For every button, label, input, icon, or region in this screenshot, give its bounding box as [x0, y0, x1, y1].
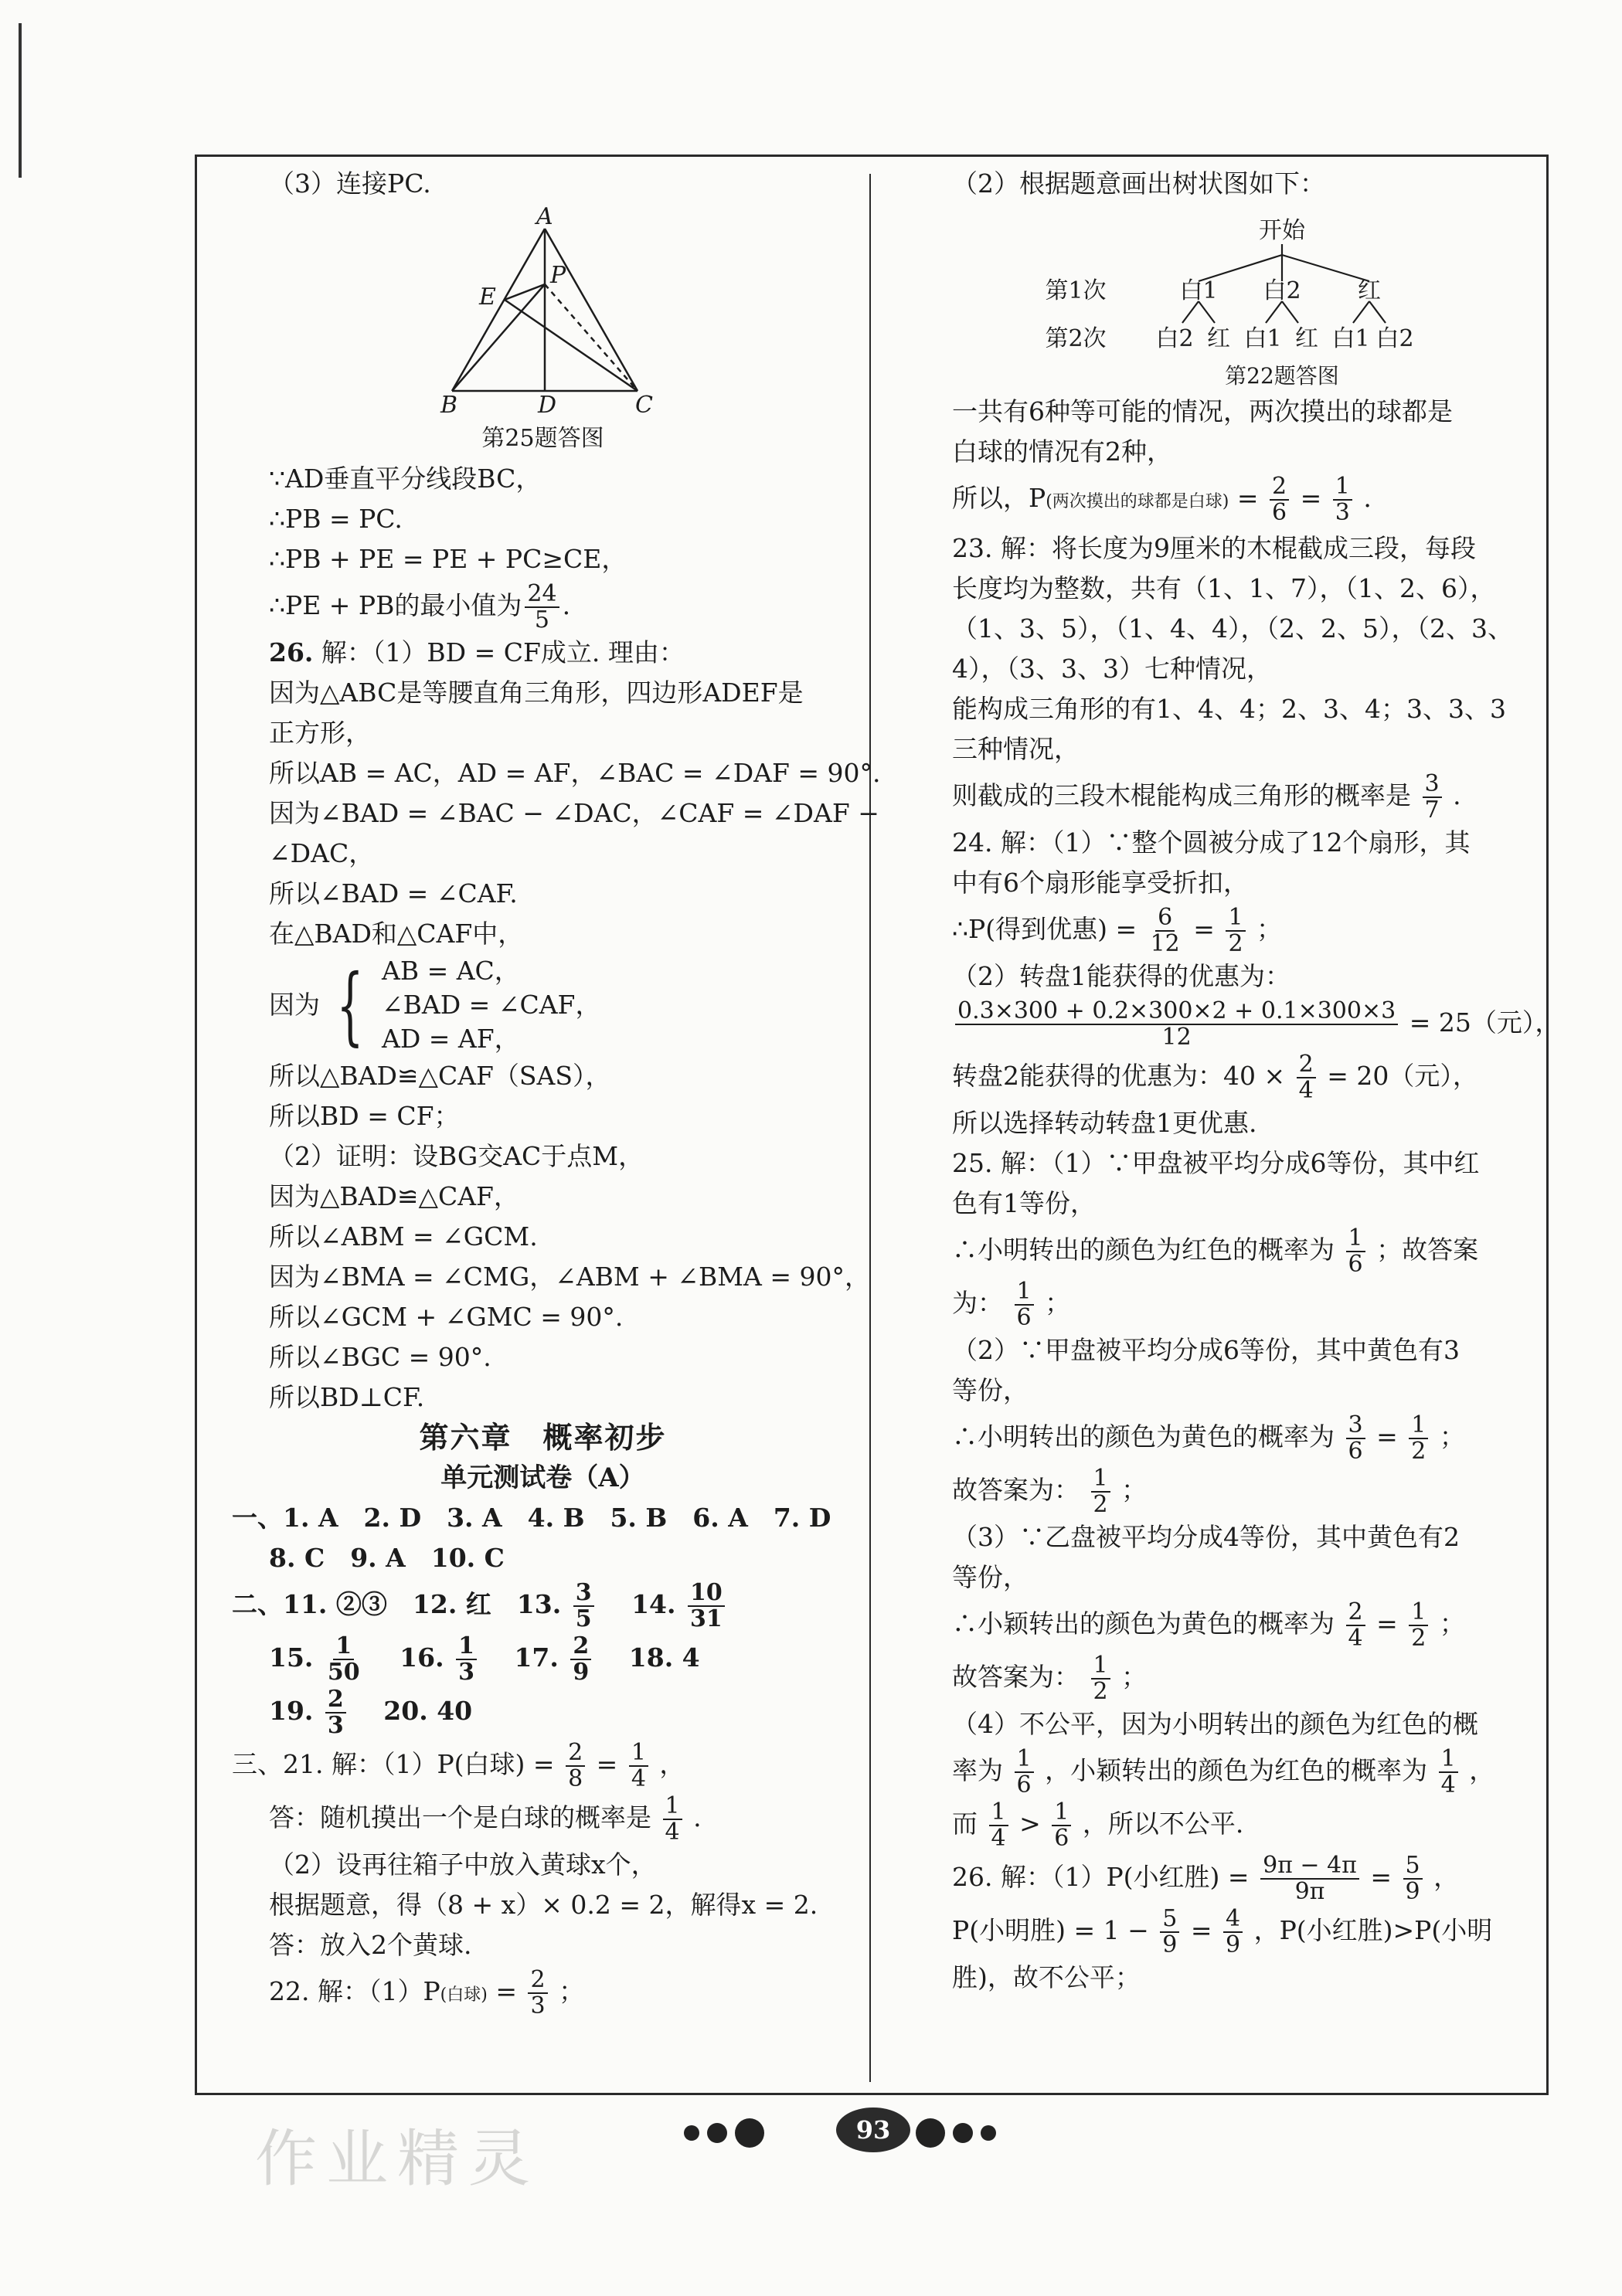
answer-line: 8. C 9. A 10. C: [269, 1543, 505, 1573]
tree-node: 红: [1207, 325, 1230, 352]
tree-start: 开始: [1259, 217, 1305, 244]
binding-mark: [19, 23, 22, 178]
text-line: 在△BAD和△CAF中，: [269, 919, 524, 949]
text-line: 长度均为整数，共有（1、1、7），（1、2、6），: [952, 573, 1496, 603]
decorative-dots-left: [684, 2118, 764, 2148]
tree-node: 白1: [1179, 277, 1218, 304]
text-line: 因为∠BMA = ∠CMG，∠ABM + ∠BMA = 90°，: [269, 1262, 870, 1292]
answer-line: 二、11. ②③ 12. 红 13. $\frac{3}{5}$ 14. $\frac{10}{31}$: [232, 1578, 854, 1632]
text-line: （2）证明：设BG交AC于点M，: [269, 1141, 644, 1171]
text-line: （2）∵甲盘被平均分成6等份，其中黄色有3: [952, 1335, 1460, 1365]
dot-icon: [707, 2123, 727, 2143]
text-line: 因为∠BAD = ∠BAC − ∠DAC，∠CAF = ∠DAF −: [269, 798, 879, 828]
text-line: 23. 解：将长度为9厘米的木棍截成三段，每段: [952, 533, 1476, 563]
tree-node: 红: [1295, 325, 1318, 352]
text-line: 答：放入2个黄球.: [269, 1930, 472, 1960]
segment-ec: [505, 300, 638, 391]
answer-line: $\frac{0.3\times 300 + 0.2\times 300\times 2 + 0.1\times 300\times 3}{12}$ = 25（元），: [952, 997, 1532, 1050]
text-line: 根据题意，得（8 + x）× 0.2 = 2，解得x = 2.: [269, 1890, 818, 1920]
text-line: （4）不公平，因为小明转出的颜色为红色的概: [952, 1709, 1478, 1739]
text-line: （2）转盘1能获得的优惠为：: [952, 961, 1290, 991]
decorative-dots-right: [916, 2118, 996, 2148]
text-line: 色有1等份，: [952, 1188, 1096, 1218]
text-line: 白球的情况有2种，: [952, 436, 1172, 467]
text-line: 所以∠GCM + ∠GMC = 90°.: [269, 1302, 624, 1332]
side-ac: [545, 229, 638, 391]
dot-icon: [916, 2118, 945, 2148]
tree-node: 白2: [1375, 325, 1414, 352]
dot-icon: [981, 2125, 996, 2141]
answer-line: ∴小颖转出的颜色为黄色的概率为 $\frac{2}{4}$ = $\frac{1}{2}$ ；: [952, 1598, 1465, 1652]
text-line: 胜)，故不公平；: [952, 1962, 1141, 1992]
tree-node: 白2: [1155, 325, 1194, 352]
answer-line: 率为 $\frac{1}{6}$ ，小颖转出的颜色为红色的概率为 $\frac{1}{4}$ ，: [952, 1745, 1495, 1798]
text-line: 所以∠BGC = 90°.: [269, 1342, 491, 1372]
tree-node: 白2: [1263, 277, 1301, 304]
text-line: 一共有6种等可能的情况，两次摸出的球都是: [952, 396, 1453, 426]
left-column: [232, 164, 881, 2022]
text-line: （1、3、5），（1、4、4），（2、2、5），（2、3、: [952, 613, 1513, 644]
text-line: ∴PE + PB的最小值为 $\frac{24}{5}$ .: [269, 580, 571, 633]
tree-branch: [1199, 301, 1215, 323]
answer-line: ∴小明转出的颜色为红色的概率为 $\frac{1}{6}$ ；故答案: [952, 1224, 1479, 1278]
figure-25-triangle: [232, 207, 854, 416]
tree-node: 红: [1358, 277, 1381, 304]
label-b: B: [440, 392, 458, 416]
text-line: 所以∠BAD = ∠CAF.: [269, 878, 518, 909]
answer-line: 所以，P(两次摸出的球都是白球) = $\frac{2}{6}$ = $\frac{1}{3}$ .: [952, 473, 1372, 526]
text-line: 中有6个扇形能享受折扣，: [952, 868, 1249, 898]
dot-icon: [735, 2118, 764, 2148]
text-line: 等份，: [952, 1562, 1029, 1592]
tree-branch: [1369, 301, 1386, 323]
column-divider: [869, 174, 871, 2082]
tree-row1-label: 第1次: [1045, 277, 1107, 304]
text-line: （3）∵乙盘被平均分成4等份，其中黄色有2: [952, 1522, 1460, 1552]
tree-node: 白1: [1331, 325, 1370, 352]
text-line: （3）连接PC.: [269, 168, 431, 199]
answer-line: 故答案为： $\frac{1}{2}$ ；: [952, 1652, 1148, 1705]
figure-caption: 第25题答图: [481, 425, 604, 452]
tree-row2-label: 第2次: [1045, 325, 1107, 352]
text-line: 所以△BAD≌△CAF（SAS），: [269, 1061, 611, 1091]
text-line: 4），（3、3、3）七种情况，: [952, 654, 1272, 684]
text-line: 所以BD = CF；: [269, 1101, 460, 1131]
answer-line: 而 $\frac{1}{4}$ > $\frac{1}{6}$ ，所以不公平.: [952, 1798, 1244, 1852]
label-a: A: [536, 207, 553, 230]
answer-line: ∴P(得到优惠) = $\frac{6}{12}$ = $\frac{1}{2}$ ；: [952, 904, 1283, 957]
answer-line: 19. $\frac{2}{3}$ 20. 40: [269, 1686, 473, 1739]
text-line: 所以BD⊥CF.: [269, 1382, 425, 1412]
label-c: C: [635, 392, 653, 416]
text-line: 25. 解：（1）∵甲盘被平均分成6等份，其中红: [952, 1148, 1480, 1178]
text-line: （2）设再往箱子中放入黄球x个，: [269, 1849, 657, 1880]
right-column: [952, 164, 1561, 1998]
unit-title: 单元测试卷（A）: [440, 1462, 645, 1493]
text-line: 因为△BAD≌△CAF，: [269, 1181, 519, 1211]
chapter-title: 第六章 概率初步: [419, 1420, 667, 1455]
answer-line: 答：随机摸出一个是白球的概率是 $\frac{1}{4}$ .: [269, 1792, 702, 1846]
figure-caption: 第22题答图: [1225, 363, 1339, 389]
label-e: E: [479, 284, 496, 311]
text-line: 能构成三角形的有1、4、4；2、3、4；3、3、3: [952, 694, 1506, 724]
brace-system: 因为 { AB = AC， ∠BAD = ∠CAF， AD = AF，: [269, 956, 601, 1055]
page-number: 93: [831, 2107, 916, 2153]
text-line: 所以∠ABM = ∠GCM.: [269, 1221, 538, 1252]
answer-line: 15. $\frac{1}{50}$ 16. $\frac{1}{3}$ 17. $\frac{2}{9}$ 18. 4: [269, 1632, 700, 1686]
text-line: 所以选择转动转盘1更优惠.: [952, 1108, 1257, 1138]
answer-line: 转盘2能获得的优惠为：40 × $\frac{2}{4}$ = 20（元），: [952, 1051, 1478, 1104]
answer-line: ∴小明转出的颜色为黄色的概率为 $\frac{3}{6}$ = $\frac{1}{2}$ ；: [952, 1411, 1465, 1465]
answer-line: 故答案为： $\frac{1}{2}$ ；: [952, 1465, 1148, 1518]
text-line: ∴PB = PC.: [269, 504, 403, 534]
answer-line: 则截成的三段木棍能构成三角形的概率是 $\frac{3}{7}$ .: [952, 770, 1461, 824]
side-ab: [452, 229, 545, 391]
tree-diagram: [952, 207, 1532, 389]
tree-branch: [1266, 301, 1282, 323]
answer-line: P(小明胜) = 1 − $\frac{5}{9}$ = $\frac{4}{9}$ ，P(小红胜)>P(小明: [952, 1905, 1493, 1958]
answer-line: 三、21. 解：（1）P(白球) = $\frac{2}{8}$ = $\frac{1}{4}$ ，: [232, 1739, 685, 1792]
answer-line: 一、1. A 2. D 3. A 4. B 5. B 6. A 7. D: [232, 1503, 831, 1533]
tree-branch: [1182, 301, 1199, 323]
text-line: 三种情况，: [952, 734, 1080, 764]
text-line: 所以AB = AC，AD = AF，∠BAC = ∠DAF = 90°.: [269, 758, 881, 788]
label-d: D: [538, 392, 557, 416]
text-line: ∵AD垂直平分线段BC，: [269, 464, 542, 494]
text-line: 24. 解：（1）∵整个圆被分成了12个扇形，其: [952, 827, 1471, 858]
left-brace: {: [336, 956, 364, 1055]
tree-branch: [1353, 301, 1369, 323]
text-line: 正方形，: [269, 718, 371, 748]
text-line: ∠DAC，: [269, 838, 375, 868]
dot-icon: [684, 2125, 699, 2141]
tree-branch: [1282, 301, 1298, 323]
dot-icon: [953, 2123, 973, 2143]
text-line: （2）根据题意画出树状图如下：: [952, 168, 1325, 199]
answer-line: 22. 解：（1）P(白球) = $\frac{2}{3}$ ；: [269, 1966, 585, 2019]
label-p: P: [550, 262, 566, 289]
text-line: ∴PB + PE = PE + PC≥CE，: [269, 544, 627, 574]
text-line: 因为△ABC是等腰直角三角形，四边形ADEF是: [269, 678, 804, 708]
text-line: 等份，: [952, 1375, 1029, 1405]
tree-node: 白1: [1243, 325, 1282, 352]
answer-line: 为： $\frac{1}{6}$ ；: [952, 1278, 1071, 1331]
text-line: 26. 解：（1）BD = CF成立. 理由：: [269, 637, 685, 667]
segment-bp: [452, 284, 545, 391]
watermark: 作业精灵: [255, 2123, 539, 2195]
answer-line: 26. 解：（1）P(小红胜) = $\frac{9\pi - 4\pi}{9\pi}$ = $\frac{5}{9}$ ，: [952, 1852, 1460, 1905]
